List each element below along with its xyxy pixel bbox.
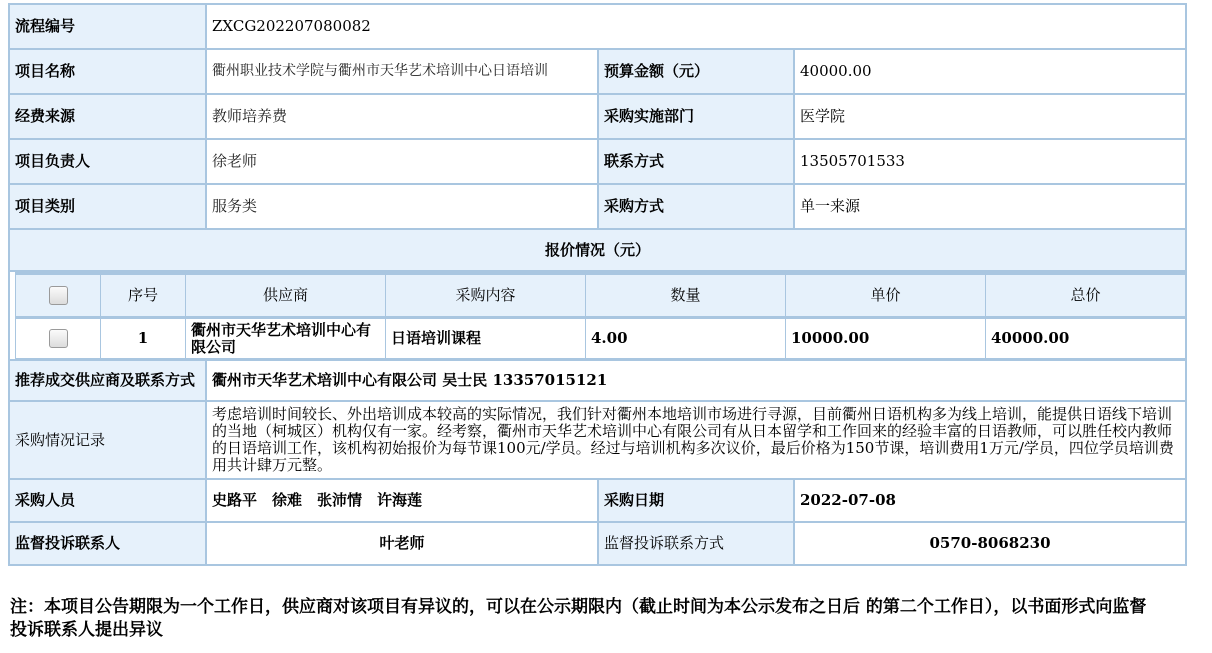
- budget-label: 预算金额（元）: [598, 49, 794, 94]
- row-quantity: 4.00: [586, 318, 786, 359]
- method-value: 单一来源: [794, 184, 1186, 229]
- select-all-checkbox[interactable]: [49, 286, 68, 305]
- quote-table-cell: [9, 271, 1186, 360]
- table-row: [16, 318, 1186, 359]
- method-label: 采购方式: [598, 184, 794, 229]
- row-content: 日语培训课程: [386, 318, 586, 359]
- dept-value: 医学院: [794, 94, 1186, 139]
- staff-value: 史路平 徐难 张沛情 许海莲: [206, 479, 598, 522]
- quote-section-title: 报价情况（元）: [9, 229, 1186, 271]
- col-supplier: 供应商: [186, 274, 386, 318]
- col-total: 总价: [986, 274, 1186, 318]
- project-name-label: 项目名称: [9, 49, 206, 94]
- col-quantity: 数量: [586, 274, 786, 318]
- row-total: 40000.00: [986, 318, 1186, 359]
- row-checkbox[interactable]: [49, 329, 68, 348]
- project-name-value: 衢州职业技术学院与衢州市天华艺术培训中心日语培训: [206, 49, 598, 94]
- date-label: 采购日期: [598, 479, 794, 522]
- row-supplier: 衢州市天华艺术培训中心有限公司: [186, 318, 386, 359]
- col-unit-price: 单价: [786, 274, 986, 318]
- quote-header-row: [16, 274, 1186, 318]
- budget-value: 40000.00: [794, 49, 1186, 94]
- contact-label: 联系方式: [598, 139, 794, 184]
- notice-text: 注：本项目公告期限为一个工作日，供应商对该项目有异议的，可以在公示期限内（截止时间为本公示发布之日后 的第二个工作日），以书面形式向监督投诉联系人提出异议: [10, 597, 1147, 640]
- supervisor-value: 叶老师: [206, 522, 598, 565]
- record-label: 采购情况记录: [9, 401, 206, 479]
- process-number-label: 流程编号: [9, 4, 206, 49]
- row-unit-price: 10000.00: [786, 318, 986, 359]
- quote-table: [15, 272, 1186, 359]
- recommended-label: 推荐成交供应商及联系方式: [9, 360, 206, 401]
- leader-label: 项目负责人: [9, 139, 206, 184]
- col-index: 序号: [101, 274, 186, 318]
- supervisor-contact-value: 0570-8068230: [794, 522, 1186, 565]
- supervisor-contact-label: 监督投诉联系方式: [598, 522, 794, 565]
- leader-value: 徐老师: [206, 139, 598, 184]
- fund-source-label: 经费来源: [9, 94, 206, 139]
- recommended-value: 衢州市天华艺术培训中心有限公司 吴士民 13357015121: [206, 360, 1186, 401]
- col-content: 采购内容: [386, 274, 586, 318]
- procurement-table: [8, 3, 1187, 566]
- contact-value: 13505701533: [794, 139, 1186, 184]
- process-number-value: ZXCG202207080082: [206, 4, 1186, 49]
- procurement-form: [8, 3, 1185, 566]
- row-index: 1: [101, 318, 186, 359]
- date-value: 2022-07-08: [794, 479, 1186, 522]
- fund-source-value: 教师培养费: [206, 94, 598, 139]
- category-value: 服务类: [206, 184, 598, 229]
- record-value: 考虑培训时间较长、外出培训成本较高的实际情况，我们针对衢州本地培训市场进行寻源，目前衢州日语机构多为线上培训，能提供日语线下培训的当地（柯城区）机构仅有一家。经考察，衢州市天华艺术培训中心有限公司有从日本留学和工作回来的经验丰富的日语教师，可以胜任校内教师的日语培训工作，该机构初始报价为每节课100元/学员。经过与培训机构多次议价，最后价格为150节课，培训费用1万元/学员，四位学员培训费用共计肆万元整。: [206, 401, 1186, 479]
- staff-label: 采购人员: [9, 479, 206, 522]
- category-label: 项目类别: [9, 184, 206, 229]
- supervisor-label: 监督投诉联系人: [9, 522, 206, 565]
- dept-label: 采购实施部门: [598, 94, 794, 139]
